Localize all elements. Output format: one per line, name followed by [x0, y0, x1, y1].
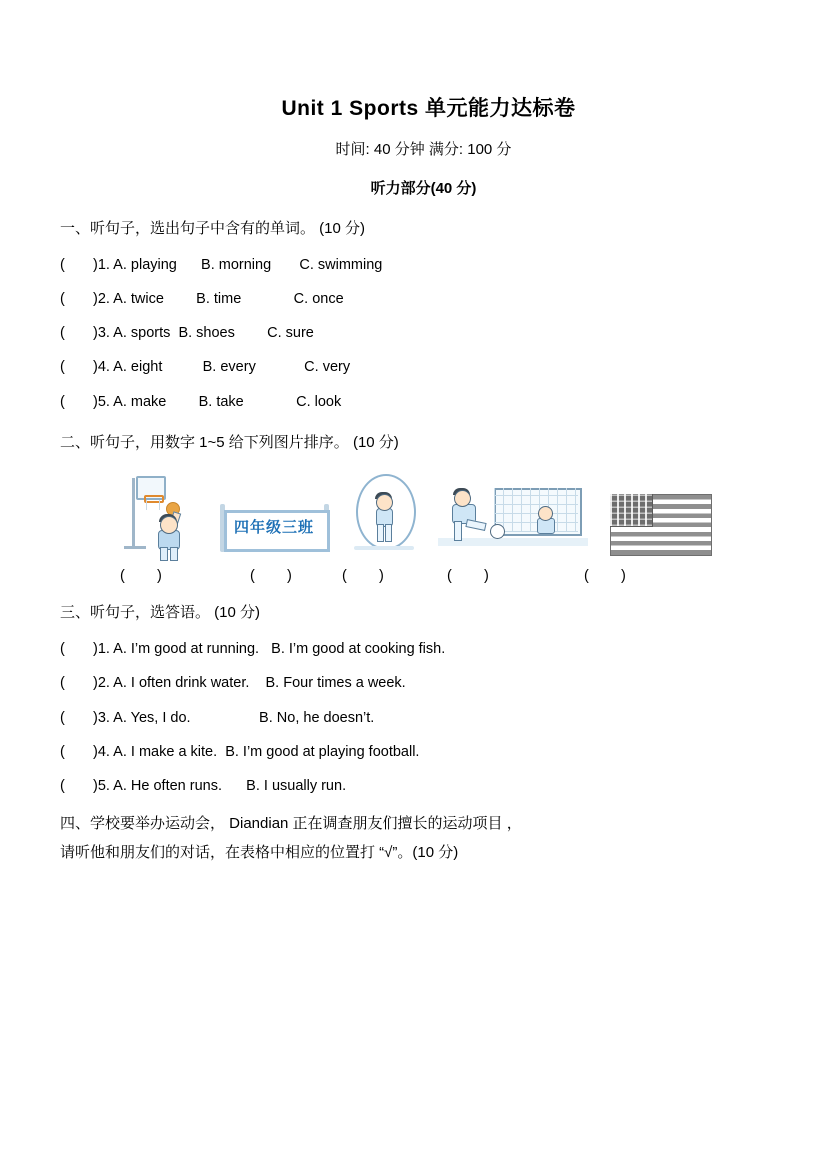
- page-title: Unit 1 Sports 单元能力达标卷: [281, 97, 576, 120]
- question-2-heading: 二、听句子，用数字 1~5 给下列图片排序。 (10 分): [60, 433, 399, 451]
- question-1-item: ( )2. A. twice B. time C. once: [60, 290, 344, 307]
- football-picture: [438, 472, 588, 560]
- answer-blank[interactable]: ( ): [250, 568, 292, 585]
- flag-picture: [610, 490, 714, 560]
- class-banner-text: 四年级三班: [233, 519, 314, 537]
- question-1-item: ( )5. A. make B. take C. look: [60, 393, 342, 410]
- class-banner-picture: [220, 494, 330, 560]
- question-1-item: ( )1. A. playing B. morning C. swimming: [60, 256, 383, 273]
- question-3-item: ( )3. A. Yes, I do. B. No, he doesn’t.: [60, 709, 375, 726]
- question-1-heading: 一、听句子，选出句子中含有的单词。 (10 分): [60, 220, 366, 237]
- answer-blank[interactable]: ( ): [120, 568, 162, 585]
- question-4-heading-line1: 四、学校要举办运动会， Diandian 正在调查朋友们擅长的运动项目 ，: [60, 815, 522, 833]
- question-2-picture-row: [120, 468, 767, 560]
- exam-subtitle: 时间: 40 分钟 满分: 100 分: [335, 141, 512, 158]
- question-3-item: ( )1. A. I’m good at running. B. I’m good at cooking fish.: [60, 640, 446, 657]
- question-3-item: ( )4. A. I make a kite. B. I’m good at playing football.: [60, 743, 420, 760]
- question-1-item: ( )4. A. eight B. every C. very: [60, 359, 351, 376]
- question-3-item: ( )2. A. I often drink water. B. Four times a week.: [60, 675, 406, 692]
- question-4-heading-line2: 请听他和朋友们的对话，在表格中相应的位置打 “√”。(10 分): [60, 843, 459, 861]
- question-3-heading: 三、听句子，选答语。 (10 分): [60, 604, 261, 622]
- answer-blank[interactable]: ( ): [584, 568, 626, 585]
- question-2-answer-blanks: [120, 568, 767, 584]
- jump-rope-picture: [352, 472, 416, 560]
- question-1-item: ( )3. A. sports B. shoes C. sure: [60, 325, 314, 342]
- basketball-picture: [120, 472, 198, 560]
- question-3-item: ( )5. A. He often runs. B. I usually run.: [60, 778, 347, 795]
- answer-blank[interactable]: ( ): [447, 568, 489, 585]
- answer-blank[interactable]: ( ): [342, 568, 384, 585]
- listening-section-title: 听力部分(40 分): [370, 180, 477, 197]
